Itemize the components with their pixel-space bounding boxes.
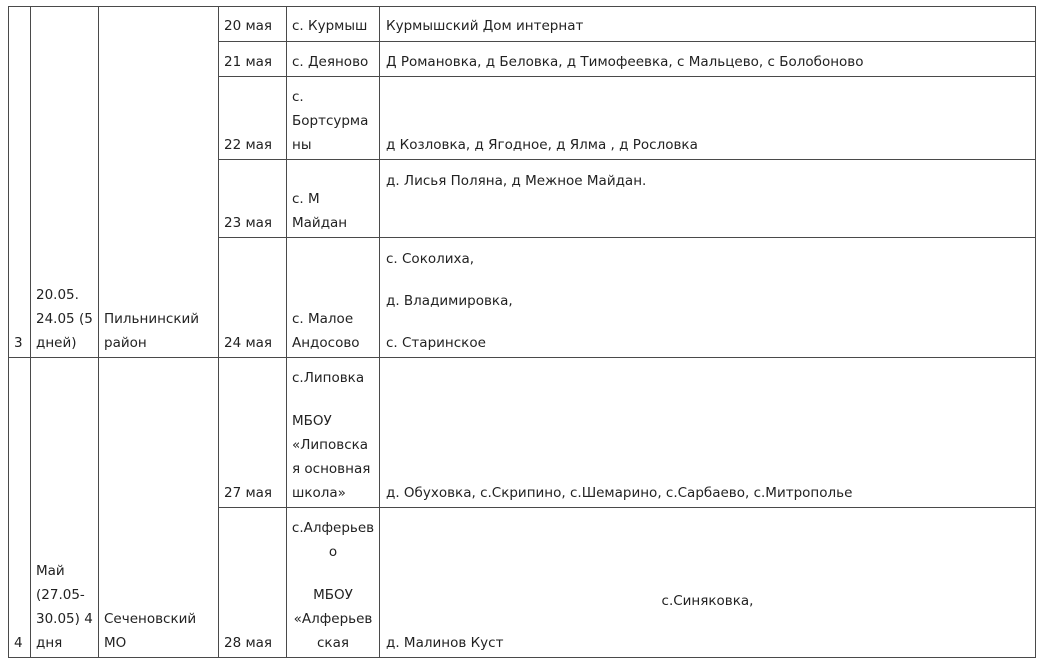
table-border-left	[8, 6, 9, 658]
period-line: (27.05-	[36, 587, 85, 603]
visit-place: с. М	[292, 191, 320, 207]
visit-place: я основная	[292, 461, 371, 477]
visit-villages: с. Соколиха,	[386, 251, 475, 267]
table-border-bottom	[8, 657, 1036, 658]
visit-place: с. Деяново	[292, 54, 369, 70]
visit-divider	[218, 41, 1036, 42]
district-line: район	[104, 335, 147, 351]
visit-place: Бортсурма	[292, 113, 369, 129]
visit-place: с. Курмыш	[292, 18, 368, 34]
period-line: 20.05.	[36, 287, 79, 303]
visit-date: 22 мая	[224, 137, 273, 153]
visit-villages: д. Лисья Поляна, д Межное Майдан.	[386, 173, 647, 189]
visit-place: с. Малое	[292, 311, 354, 327]
visit-place: ская	[317, 635, 349, 651]
row-number: 3	[14, 335, 23, 351]
col-divider	[30, 6, 31, 658]
visit-villages: Д Романовка, д Беловка, д Тимофеевка, с Мальцево, с Болобоново	[386, 54, 864, 70]
row-number: 4	[14, 635, 23, 651]
visit-date: 27 мая	[224, 485, 273, 501]
visit-villages: с. Старинское	[386, 335, 486, 351]
visit-villages: д. Владимировка,	[386, 293, 513, 309]
visit-place: Майдан	[292, 215, 348, 231]
visit-place: «Алферьев	[293, 611, 373, 627]
period-line: 30.05) 4	[36, 611, 93, 627]
visit-place: МБОУ	[313, 587, 353, 603]
visit-date: 21 мая	[224, 54, 273, 70]
visit-date: 28 мая	[224, 635, 273, 651]
visit-place: с.Алферьев	[291, 520, 375, 536]
visit-date: 20 мая	[224, 18, 273, 34]
visit-divider	[218, 76, 1036, 77]
visit-divider	[218, 237, 1036, 238]
period-line: Май	[36, 563, 65, 579]
visit-villages: д. Малинов Куст	[386, 635, 504, 651]
visit-villages: д Козловка, д Ягодное, д Ялма , д Рословка	[386, 137, 698, 153]
visit-divider	[218, 507, 1036, 508]
period-line: дня	[36, 635, 63, 651]
district-line: Пильнинский	[104, 311, 200, 327]
district-line: МО	[104, 635, 127, 651]
col-divider	[218, 6, 219, 658]
visit-divider	[218, 159, 1036, 160]
row-divider	[8, 357, 1036, 358]
visit-place: МБОУ	[292, 413, 332, 429]
visit-date: 23 мая	[224, 215, 273, 231]
visit-place: Андосово	[292, 335, 360, 351]
table-border-right	[1035, 6, 1036, 658]
visit-place: школа»	[292, 485, 346, 501]
visit-villages: д. Обуховка, с.Скрипино, с.Шемарино, с.Сарбаево, с.Митрополье	[386, 485, 853, 501]
visit-villages: с.Синяковка,	[661, 593, 754, 609]
col-divider	[379, 6, 380, 658]
visit-date: 24 мая	[224, 335, 273, 351]
period-line: дней)	[36, 335, 77, 351]
period-line: 24.05 (5	[36, 311, 93, 327]
district-line: Сеченовский	[104, 611, 197, 627]
visit-place: с.Липовка	[292, 370, 365, 386]
visit-place: о	[328, 544, 338, 560]
col-divider	[98, 6, 99, 658]
visit-place: с.	[292, 89, 304, 105]
visit-place: ны	[292, 137, 312, 153]
visit-villages: Курмышский Дом интернат	[386, 18, 584, 34]
visit-place: «Липовска	[292, 437, 369, 453]
table-border-top	[8, 6, 1036, 7]
